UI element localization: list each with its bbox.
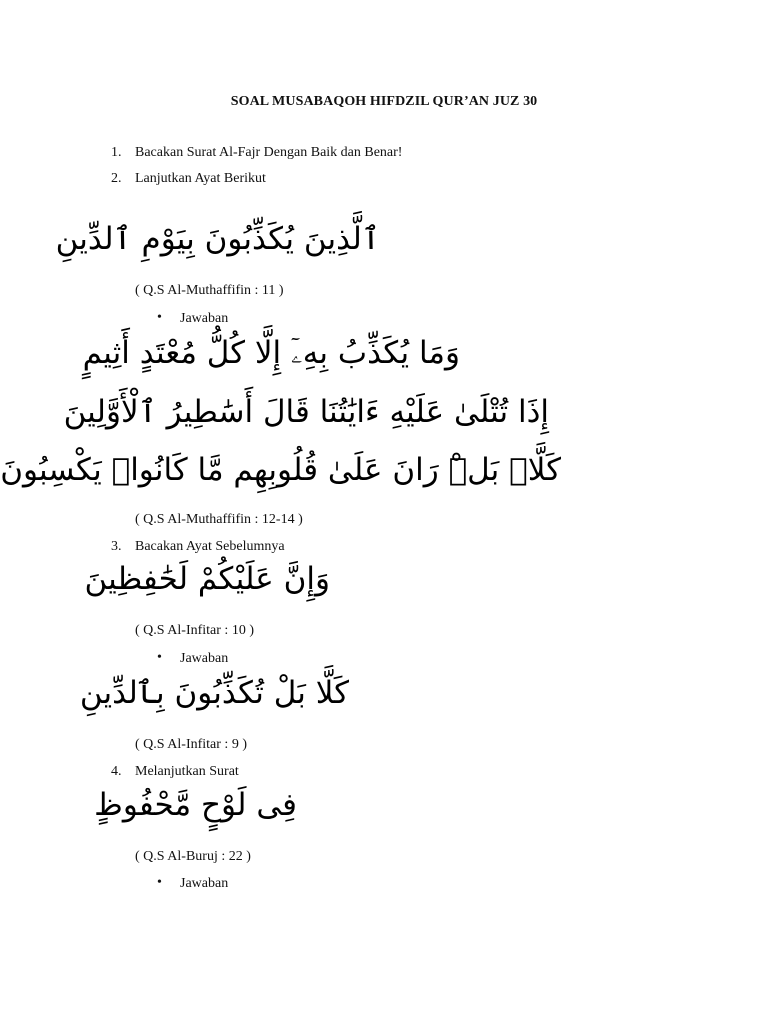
question-3-verse: وَإِنَّ عَلَيْكُمْ لَحَٰفِظِينَ <box>84 561 330 597</box>
question-2-answer-line-2: إِذَا تُتْلَىٰ عَلَيْهِ ءَايَٰتُنَا قَالَ أَسَٰطِيرُ ٱلْأَوَّلِينَ <box>63 394 549 430</box>
question-1-number: 1. <box>111 145 122 160</box>
bullet-icon: • <box>157 310 162 325</box>
question-4-reference: ( Q.S Al-Buruj : 22 ) <box>135 849 251 864</box>
bullet-icon: • <box>157 650 162 665</box>
question-2-verse: ٱلَّذِينَ يُكَذِّبُونَ بِيَوْمِ ٱلدِّينِ <box>55 221 380 257</box>
question-4-verse: فِى لَوْحٍ مَّحْفُوظٍ <box>94 787 297 823</box>
document-title <box>0 94 768 110</box>
question-3-reference: ( Q.S Al-Infitar : 10 ) <box>135 623 254 638</box>
question-1-text: Bacakan Surat Al-Fajr Dengan Baik dan Benar! <box>135 145 403 160</box>
document-title-text: SOAL MUSABAQOH HIFDZIL QUR’AN JUZ 30 <box>230 94 538 109</box>
question-2-reference: ( Q.S Al-Muthaffifin : 11 ) <box>135 283 284 298</box>
question-2-number: 2. <box>111 171 122 186</box>
question-2-text: Lanjutkan Ayat Berikut <box>135 171 266 186</box>
question-3-text: Bacakan Ayat Sebelumnya <box>135 539 285 554</box>
question-4-number: 4. <box>111 764 122 779</box>
question-2-answer-reference: ( Q.S Al-Muthaffifin : 12-14 ) <box>135 512 303 527</box>
question-2-answer-label: Jawaban <box>180 311 229 326</box>
question-2-answer-line-1: وَمَا يُكَذِّبُ بِهِۦٓ إِلَّا كُلُّ مُعْتَدٍ أَثِيمٍ <box>82 335 460 371</box>
question-3-answer-reference: ( Q.S Al-Infitar : 9 ) <box>135 737 247 752</box>
question-4-answer-label: Jawaban <box>180 876 229 891</box>
question-3-answer-verse: كَلَّا بَلْ تُكَذِّبُونَ بِٱلدِّينِ <box>79 675 349 711</box>
question-2-answer-line-3: كَلَّاۖ بَلْۜ رَانَ عَلَىٰ قُلُوبِهِم مَّا كَانُوا۟ يَكْسِبُونَ <box>0 452 561 488</box>
question-4-text: Melanjutkan Surat <box>135 764 239 779</box>
question-3-answer-label: Jawaban <box>180 651 229 666</box>
question-3-number: 3. <box>111 539 122 554</box>
bullet-icon: • <box>157 875 162 890</box>
